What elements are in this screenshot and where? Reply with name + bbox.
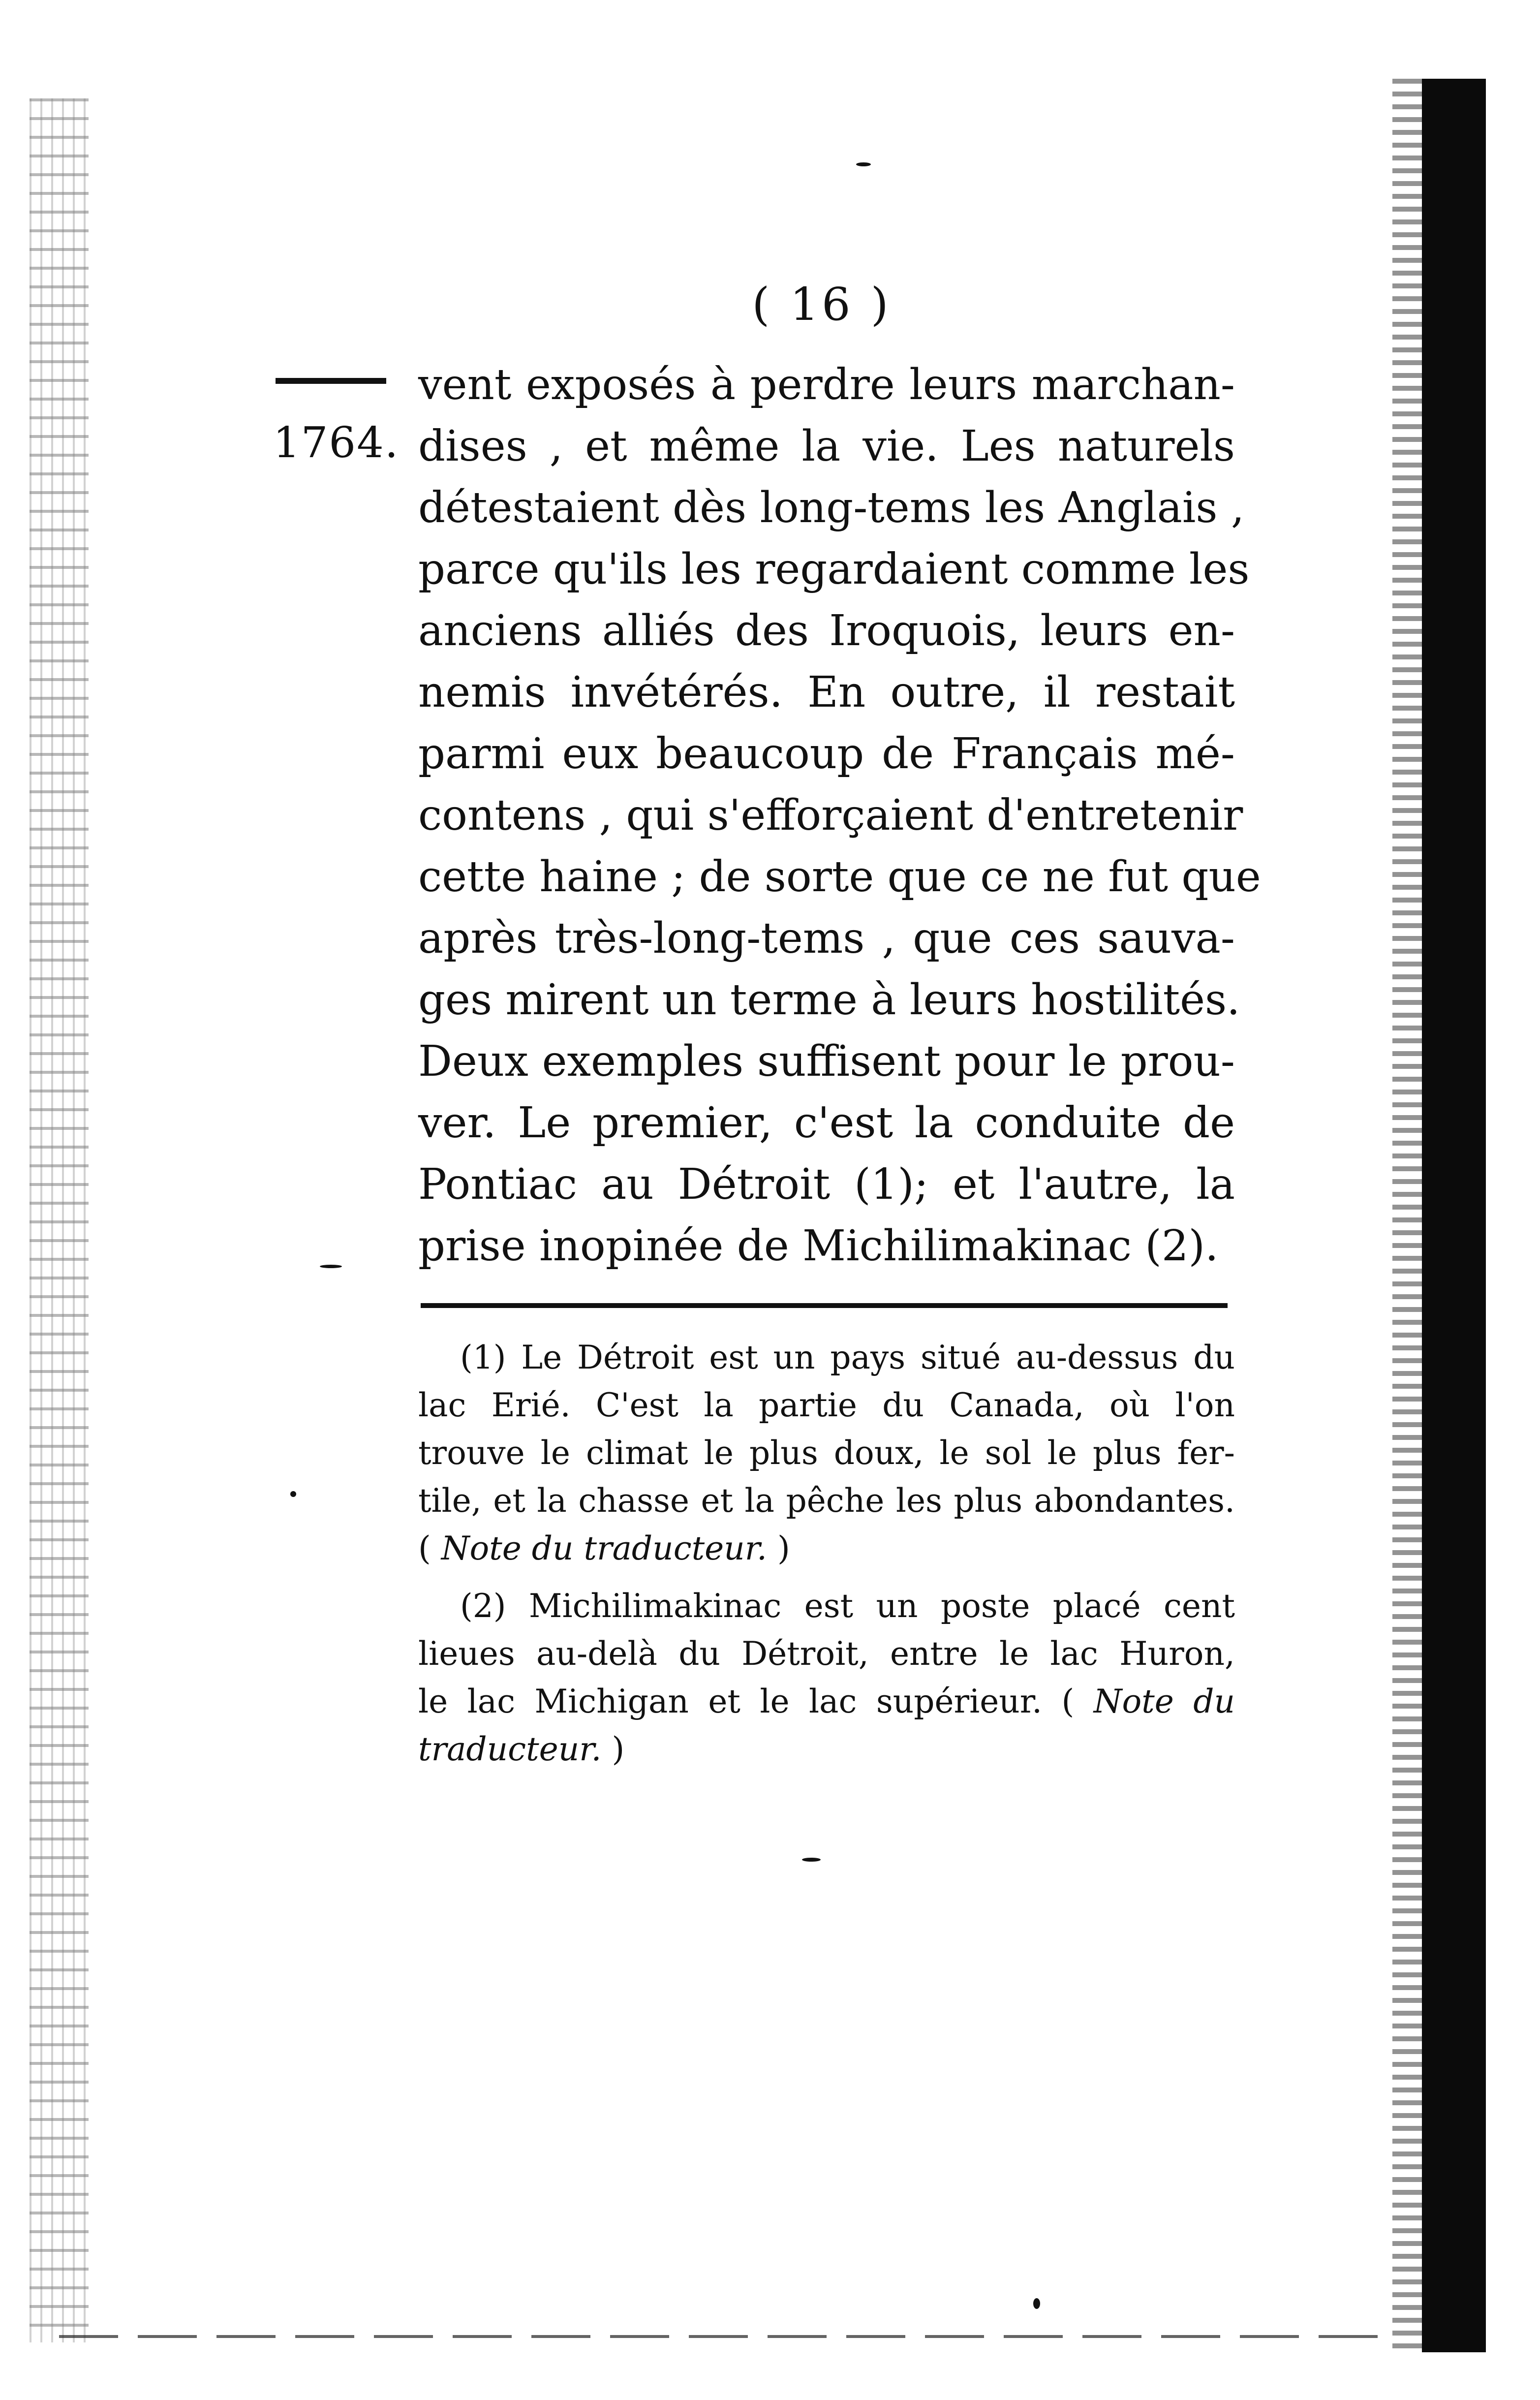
footnote-1-line: (1) Le Détroit est un pays situé au-dessus du — [460, 1339, 1235, 1376]
footnote-2-note-label: Note du — [1093, 1683, 1235, 1720]
footnote-1-line: trouve le climat le plus doux, le sol le plus fer- — [418, 1434, 1235, 1472]
binding-stripe — [1422, 79, 1486, 2352]
body-line: contens , qui s'efforçaient d'entretenir — [418, 791, 1243, 840]
footnote-rule — [421, 1303, 1228, 1308]
body-line: parce qu'ils les regardaient comme les — [418, 545, 1250, 594]
footnote-2-note-label-end: traducteur. — [418, 1730, 602, 1768]
page-number: ( 16 ) — [752, 278, 892, 331]
ink-speck — [802, 1858, 821, 1862]
body-line: ges mirent un terme à leurs hostilités. — [418, 975, 1240, 1025]
body-line: vent exposés à perdre leurs marchan- — [418, 360, 1235, 409]
body-line: parmi eux beaucoup de Français mé- — [418, 729, 1235, 779]
footnote-2-line-4 — [418, 1725, 1235, 1773]
body-line: ver. Le premier, c'est la conduite de — [418, 1098, 1235, 1148]
scan-left-edge — [30, 98, 89, 2342]
ink-speck — [1033, 2298, 1040, 2309]
footnote-2-line: lieues au-delà du Détroit, entre le lac Huron, — [418, 1635, 1235, 1673]
body-line: Pontiac au Détroit (1); et l'autre, la — [418, 1160, 1235, 1209]
footnote-2-line: (2) Michilimakinac est un poste placé cent — [460, 1587, 1235, 1625]
scan-bottom-edge — [59, 2335, 1387, 2338]
body-line: après très-long-tems , que ces sauva- — [418, 914, 1235, 963]
footnote-2-line-3-text: le lac Michigan et le lac supérieur. ( — [418, 1683, 1094, 1720]
body-line: anciens alliés des Iroquois, leurs en- — [418, 606, 1235, 655]
ink-speck — [290, 1491, 296, 1497]
ink-speck — [320, 1265, 342, 1268]
body-line: nemis invétérés. En outre, il restait — [418, 668, 1235, 717]
footnote-1-paren-open: ( — [418, 1529, 441, 1567]
footnote-1-note-label: Note du traducteur. — [441, 1529, 768, 1567]
body-line: Deux exemples suffisent pour le prou- — [418, 1037, 1235, 1086]
body-line: prise inopinée de Michilimakinac (2). — [418, 1221, 1219, 1271]
ink-speck — [856, 162, 871, 166]
footnote-1-closing — [418, 1525, 1235, 1572]
footnotes — [418, 1334, 1235, 1773]
footnote-gap — [418, 1572, 1235, 1582]
body-line: détestaient dès long-tems les Anglais , — [418, 483, 1245, 532]
footnote-2-paren-close: ) — [601, 1730, 625, 1768]
footnote-1-paren-close: ) — [767, 1529, 790, 1567]
body-line: dises , et même la vie. Les naturels — [418, 422, 1235, 471]
footnote-1-line: tile, et la chasse et la pêche les plus abondantes. — [418, 1482, 1235, 1520]
margin-dash — [276, 378, 386, 384]
body-line: cette haine ; de sorte que ce ne fut que — [418, 852, 1261, 902]
footnote-2-line-3 — [418, 1678, 1235, 1725]
footnote-1-line: lac Erié. C'est la partie du Canada, où l'on — [418, 1386, 1235, 1424]
body-text — [418, 354, 1261, 1277]
margin-year: 1764. — [273, 418, 400, 468]
